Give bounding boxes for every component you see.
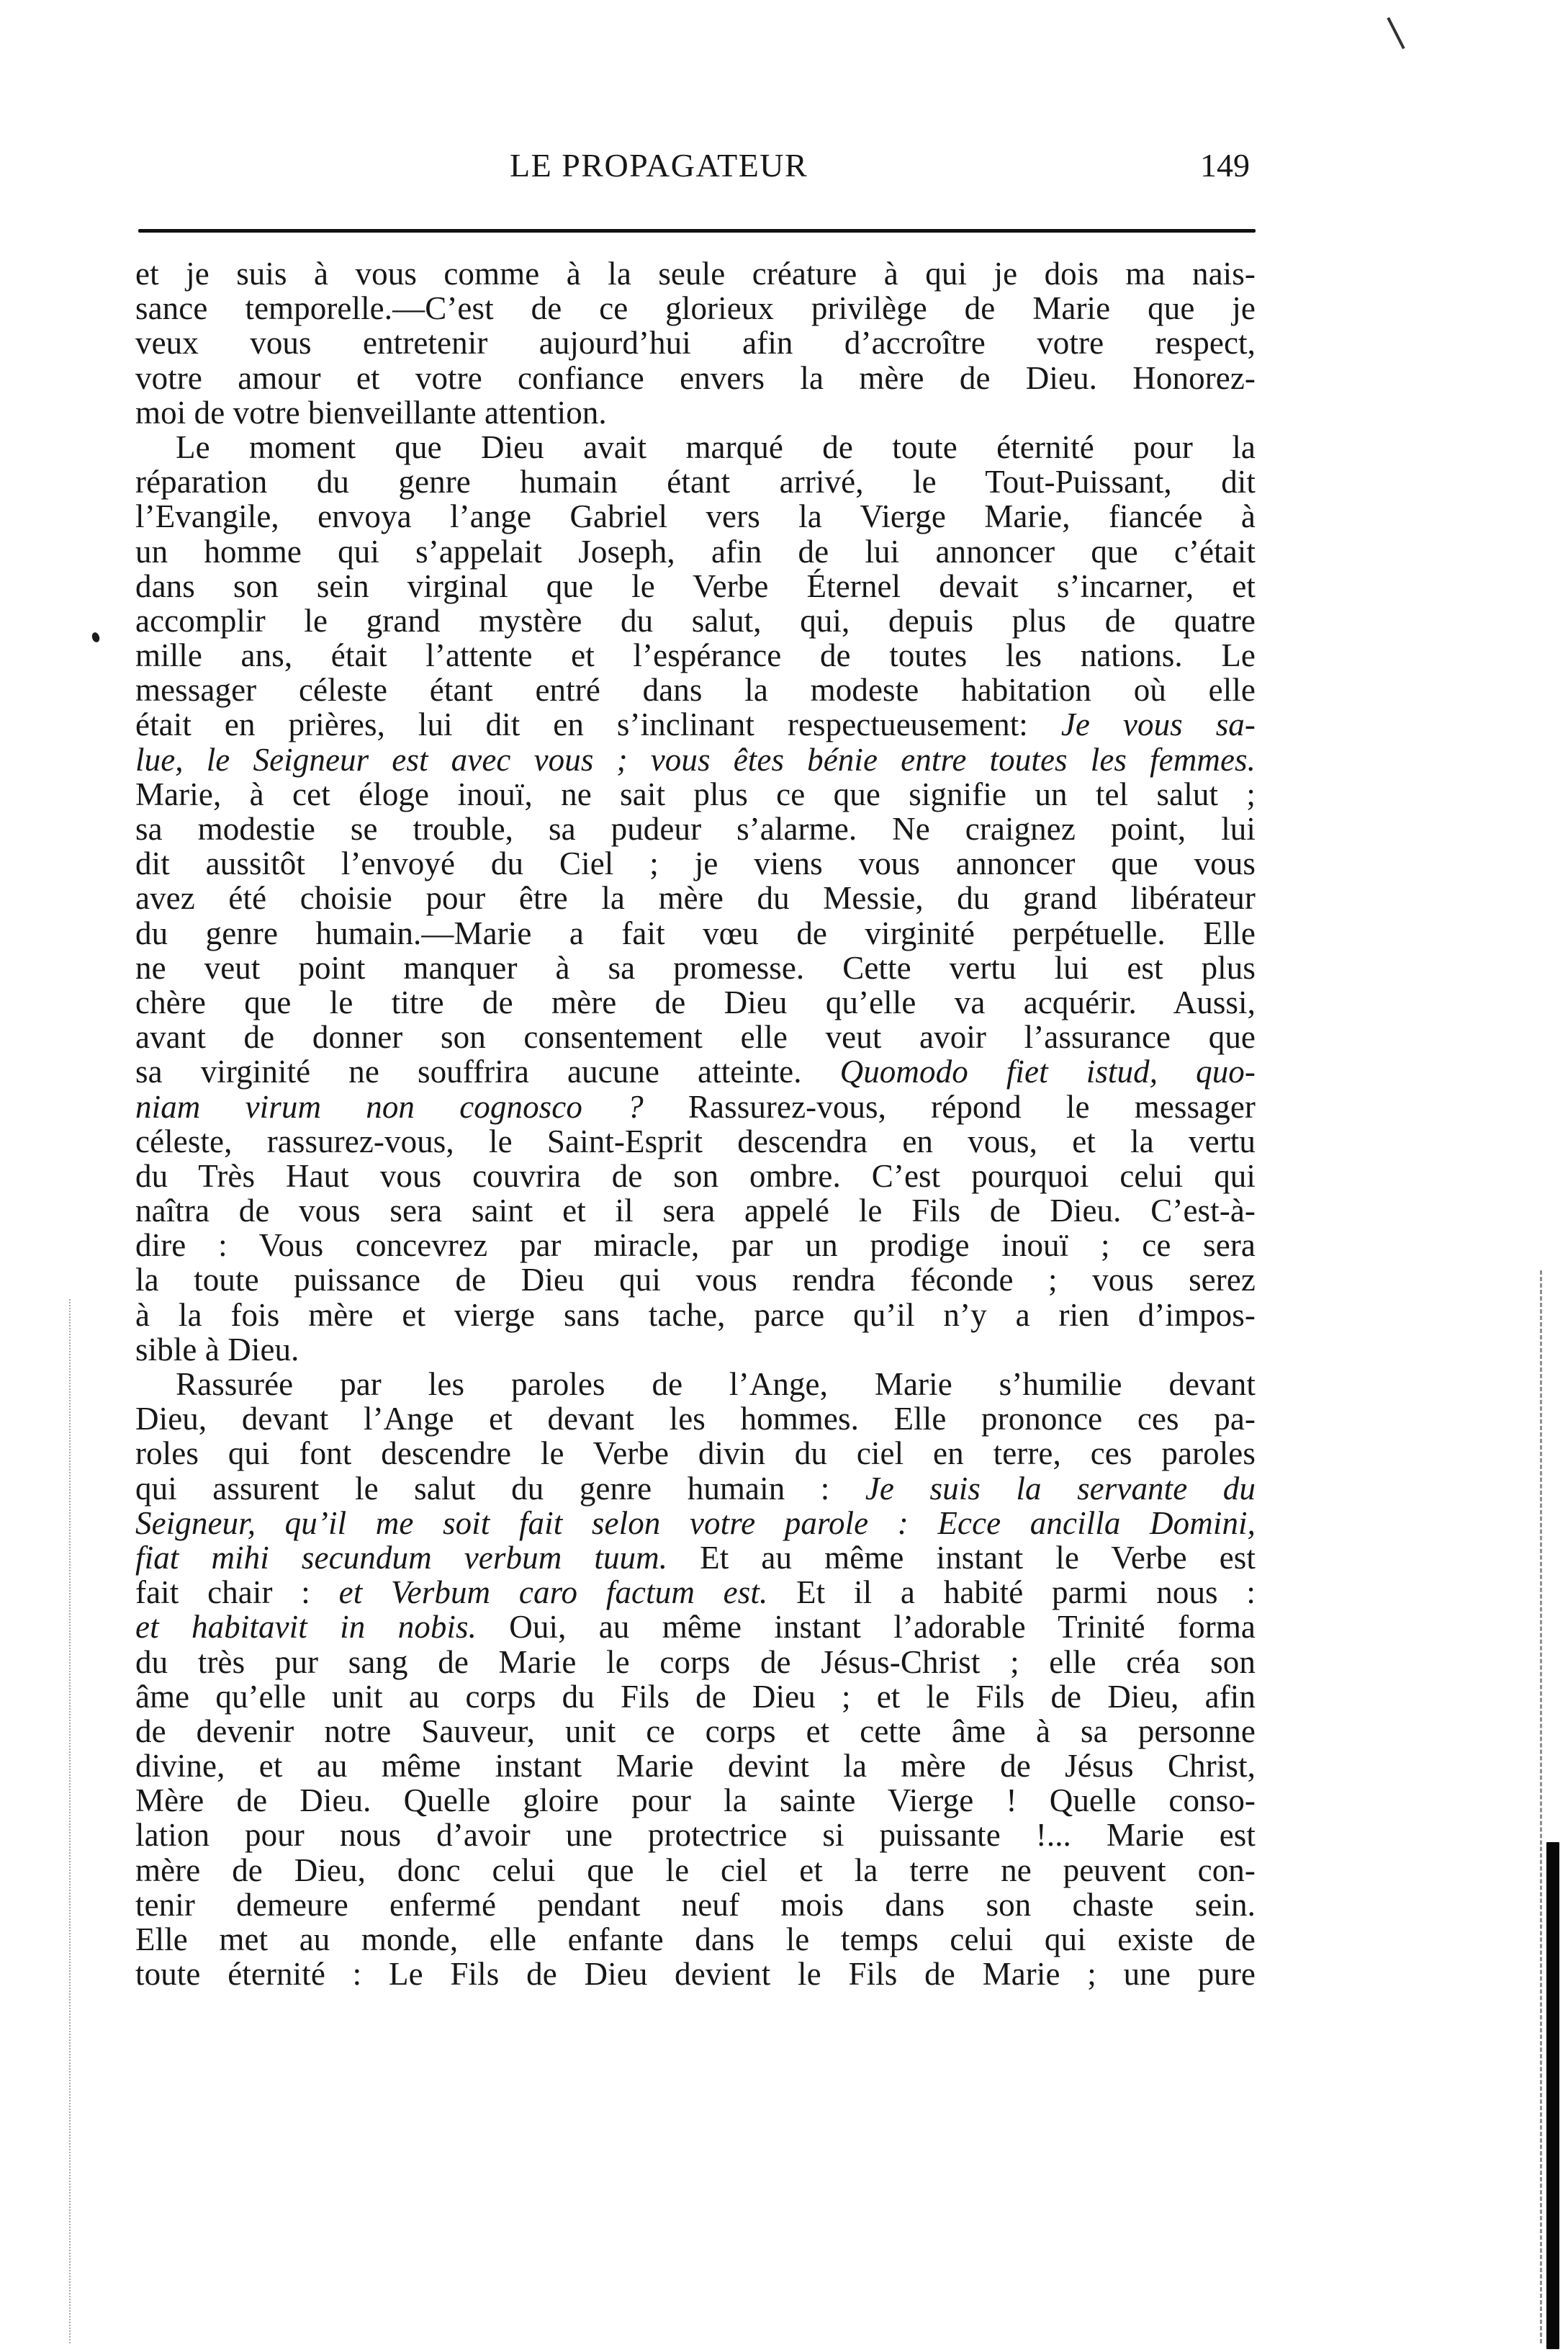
mixed-text-line [135, 707, 1256, 742]
mixed-text-line [135, 1575, 1256, 1610]
text-line: céleste, rassurez-vous, le Saint-Esprit descendra en vous, et la vertu [135, 1123, 1256, 1159]
italic-text: niam virum non cognosco ? [135, 1088, 644, 1125]
text-line: du genre humain.—Marie a fait vœu de virginité perpétuelle. Elle [135, 915, 1256, 951]
text-line: Mère de Dieu. Quelle gloire pour la sainte Vierge ! Quelle conso- [135, 1782, 1256, 1819]
page-header [138, 144, 1250, 193]
mixed-text-line [135, 1054, 1256, 1089]
text-line: accomplir le grand mystère du salut, qui, depuis plus de quatre [135, 602, 1256, 639]
text-line: veux vous entretenir aujourd’hui afin d’accroître votre respect, [135, 325, 1256, 362]
roman-text: Rassurez-vous, répond le messager [643, 1088, 1256, 1125]
italic-text: Quomodo fiet istud, quo- [839, 1054, 1256, 1090]
italic-line: lue, le Seigneur est avec vous ; vous êtes bénie entre toutes les femmes. [135, 741, 1256, 778]
mixed-text-line [135, 1610, 1256, 1644]
text-line: un homme qui s’appelait Joseph, afin de lui annoncer que c’était [135, 533, 1256, 570]
text-line: mille ans, était l’attente et l’espérance de toutes les nations. Le [135, 637, 1256, 674]
text-line: Elle met au monde, elle enfante dans le temps celui qui existe de [135, 1921, 1256, 1957]
text-line: dit aussitôt l’envoyé du Ciel ; je viens vous annoncer que vous [135, 845, 1256, 882]
roman-text: sa virginité ne souffrira aucune atteinte. [135, 1054, 840, 1090]
text-line: la toute puissance de Dieu qui vous rendra féconde ; vous serez [135, 1262, 1256, 1298]
mixed-text-line [135, 1090, 1256, 1124]
margin-ink-mark [91, 632, 101, 643]
text-line: de devenir notre Sauveur, unit ce corps et cette âme à sa personne [135, 1713, 1256, 1749]
text-line: du très pur sang de Marie le corps de Jésus-Christ ; elle créa son [135, 1643, 1256, 1680]
scan-corner-mark [1387, 17, 1405, 50]
text-line: moi de votre bienveillante attention. [135, 394, 607, 431]
text-line: et je suis à vous comme à la seule créature à qui je dois ma nais- [135, 256, 1256, 292]
text-line: avez été choisie pour être la mère du Messie, du grand libérateur [135, 880, 1256, 917]
text-line: réparation du genre humain étant arrivé, le Tout-Puissant, dit [135, 464, 1256, 501]
page-number: 149 [1200, 147, 1250, 184]
text-line: sible à Dieu. [135, 1331, 299, 1368]
italic-text: Je suis la servante du [865, 1470, 1256, 1507]
text-line: ne veut point manquer à sa promesse. Cette vertu lui est plus [135, 949, 1256, 986]
roman-text: était en prières, lui dit en s’inclinant respectueusement: [135, 706, 1061, 743]
text-line: avant de donner son consentement elle veut avoir l’assurance que [135, 1019, 1256, 1056]
mixed-text-line [135, 1471, 1256, 1506]
body-text [135, 256, 1256, 1991]
text-line: sa modestie se trouble, sa pudeur s’alarme. Ne craignez point, lui [135, 811, 1256, 847]
italic-text: et habitavit in nobis. [135, 1609, 477, 1646]
text-line: dire : Vous concevrez par miracle, par un prodige inouï ; ce sera [135, 1227, 1256, 1264]
mixed-text-line [135, 1540, 1256, 1575]
roman-text: qui assurent le salut du genre humain : [135, 1470, 865, 1507]
italic-text: Je vous sa- [1060, 706, 1256, 743]
text-line: l’Evangile, envoya l’ange Gabriel vers la Vierge Marie, fiancée à [135, 498, 1256, 535]
text-line: à la fois mère et vierge sans tache, parce qu’il n’y a rien d’impos- [135, 1296, 1256, 1333]
paragraph-start-line: Rassurée par les paroles de l’Ange, Marie s’humilie devant [176, 1366, 1256, 1402]
text-line: mère de Dieu, donc celui que le ciel et la terre ne peuvent con- [135, 1851, 1256, 1888]
running-title: LE PROPAGATEUR [510, 147, 808, 184]
roman-text: Et au même instant le Verbe est [667, 1539, 1256, 1576]
text-line: chère que le titre de mère de Dieu qu’elle va acquérir. Aussi, [135, 984, 1256, 1020]
roman-text: Et il a habité parmi nous : [767, 1574, 1256, 1611]
text-line: Dieu, devant l’Ange et devant les hommes. Elle prononce ces pa- [135, 1401, 1256, 1437]
paragraph-start-line: Le moment que Dieu avait marqué de toute éternité pour la [176, 428, 1256, 465]
right-binding-shadow [1546, 1842, 1559, 2349]
text-line: sance temporelle.—C’est de ce glorieux privilège de Marie que je [135, 290, 1256, 327]
header-rule [138, 229, 1256, 233]
italic-line: Seigneur, qu’il me soit fait selon votre parole : Ecce ancilla Domini, [135, 1504, 1256, 1541]
left-scan-edge [69, 1299, 72, 2343]
text-line: messager céleste étant entré dans la modeste habitation où elle [135, 672, 1256, 709]
italic-text: fiat mihi secundum verbum tuum. [135, 1539, 668, 1576]
roman-text: fait chair : [135, 1574, 339, 1611]
text-line: lation pour nous d’avoir une protectrice si puissante !... Marie est [135, 1817, 1256, 1854]
text-line: votre amour et votre confiance envers la mère de Dieu. Honorez- [135, 359, 1256, 396]
text-line: naîtra de vous sera saint et il sera appelé le Fils de Dieu. C’est-à- [135, 1193, 1256, 1229]
text-line: âme qu’elle unit au corps du Fils de Dieu ; et le Fils de Dieu, afin [135, 1678, 1256, 1715]
right-scan-edge [1540, 1270, 1545, 2343]
italic-text: et Verbum caro factum est. [338, 1574, 768, 1611]
roman-text: Oui, au même instant l’adorable Trinité forma [477, 1609, 1256, 1646]
text-line: roles qui font descendre le Verbe divin du ciel en terre, ces paroles [135, 1435, 1256, 1472]
text-line: du Très Haut vous couvrira de son ombre. C’est pourquoi celui qui [135, 1157, 1256, 1194]
text-line: divine, et au même instant Marie devint la mère de Jésus Christ, [135, 1748, 1256, 1785]
text-line: Marie, à cet éloge inouï, ne sait plus ce que signifie un tel salut ; [135, 776, 1256, 812]
text-line: tenir demeure enfermé pendant neuf mois dans son chaste sein. [135, 1886, 1256, 1923]
text-line: dans son sein virginal que le Verbe Éternel devait s’incarner, et [135, 567, 1256, 604]
text-line: toute éternité : Le Fils de Dieu devient le Fils de Marie ; une pure [135, 1956, 1256, 1993]
